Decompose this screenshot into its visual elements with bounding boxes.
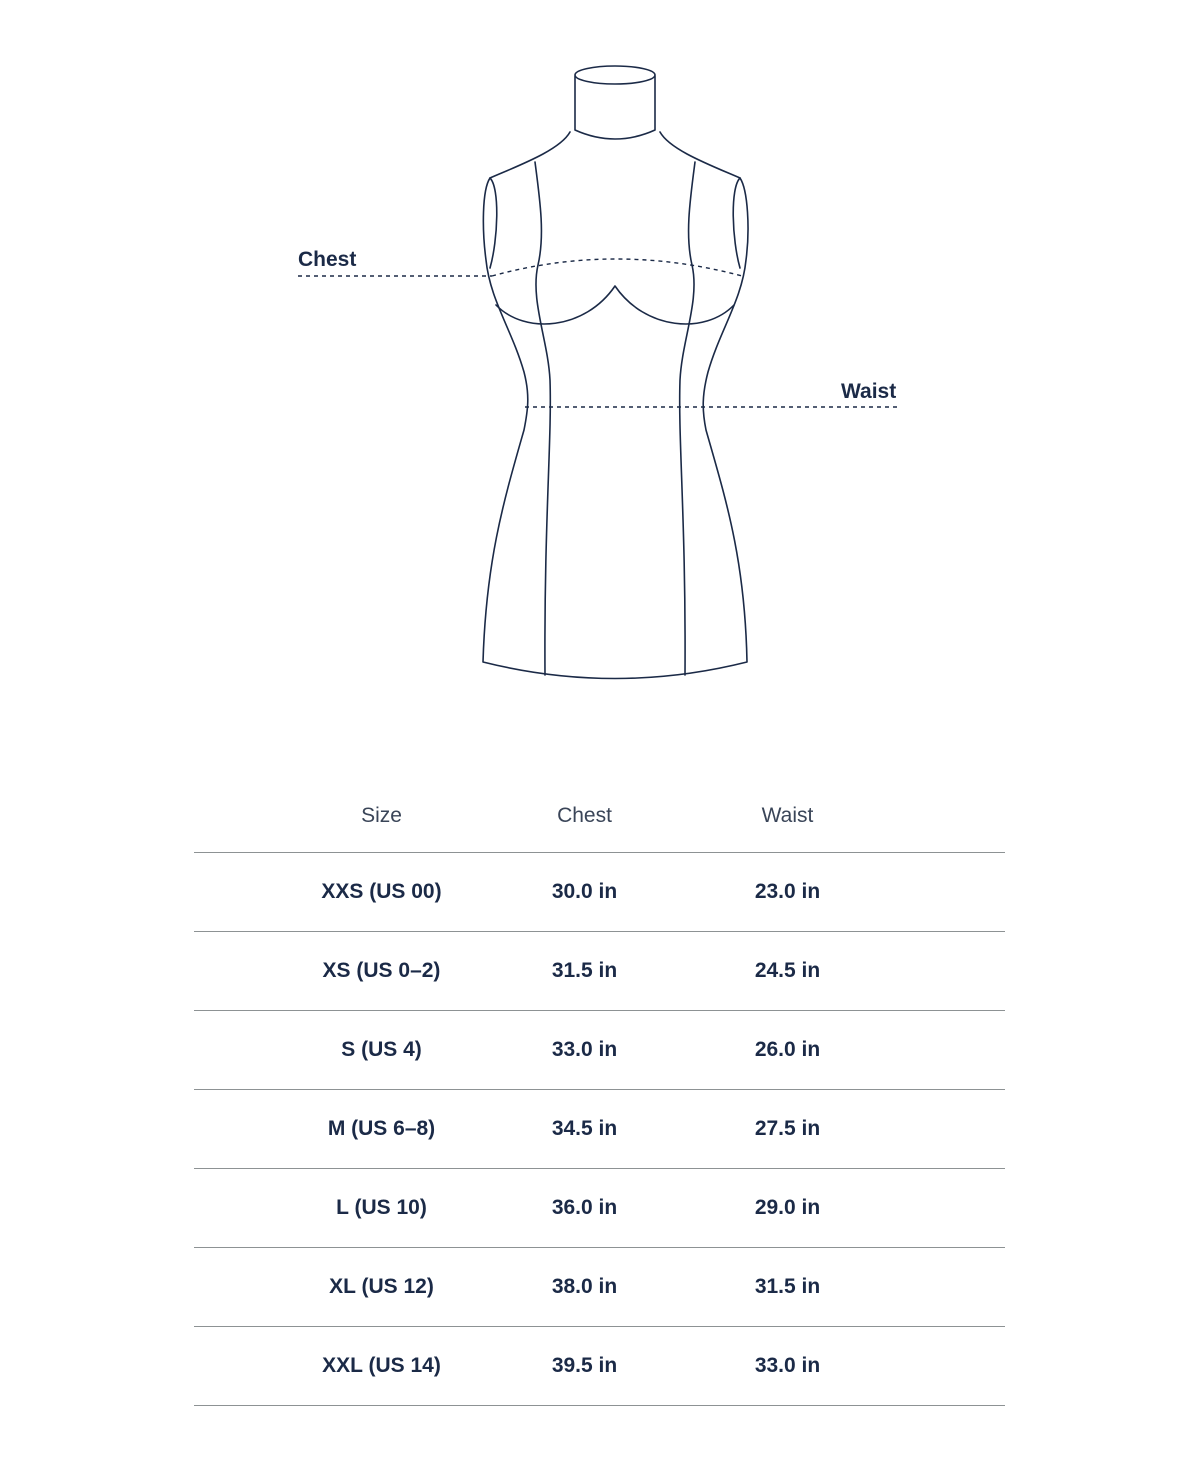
size-cell: XXL (US 14)	[322, 1354, 441, 1377]
neck-top	[575, 66, 655, 84]
seam-left	[535, 162, 550, 675]
waist-cell: 27.5 in	[754, 1117, 821, 1140]
header-chest: Chest	[557, 804, 612, 827]
table-row	[194, 931, 1005, 1010]
chest-cell: 31.5 in	[551, 959, 618, 982]
chest-measure-curve	[492, 259, 742, 276]
size-cell: XL (US 12)	[329, 1275, 434, 1298]
chest-cell: 36.0 in	[551, 1196, 618, 1219]
table-row	[194, 1168, 1005, 1247]
chest-cell: 39.5 in	[551, 1354, 618, 1377]
waist-label: Waist	[841, 380, 897, 403]
table-row	[194, 852, 1005, 931]
bust-line	[496, 286, 734, 324]
chest-cell: 38.0 in	[551, 1275, 618, 1298]
waist-cell: 31.5 in	[754, 1275, 821, 1298]
size-cell: L (US 10)	[336, 1196, 427, 1219]
waist-cell: 33.0 in	[754, 1354, 821, 1377]
chest-cell: 33.0 in	[551, 1038, 618, 1061]
size-chart-table	[194, 780, 1005, 1406]
waist-cell: 29.0 in	[754, 1196, 821, 1219]
table-header-row	[194, 780, 1005, 852]
seam-right	[680, 162, 695, 675]
table-row	[194, 1089, 1005, 1168]
table-row	[194, 1010, 1005, 1089]
chest-cell: 34.5 in	[551, 1117, 618, 1140]
armhole-right	[733, 178, 740, 268]
chest-cell: 30.0 in	[551, 880, 618, 903]
header-waist: Waist	[761, 804, 814, 827]
size-cell: S (US 4)	[341, 1038, 422, 1061]
waist-cell: 26.0 in	[754, 1038, 821, 1061]
waist-cell: 23.0 in	[754, 880, 821, 903]
dress-form-diagram	[0, 0, 1200, 720]
dress-form-illustration	[0, 0, 1200, 720]
waist-cell: 24.5 in	[754, 959, 821, 982]
size-cell: XXS (US 00)	[321, 880, 442, 903]
table-row	[194, 1247, 1005, 1326]
size-cell: XS (US 0–2)	[322, 959, 441, 982]
neck	[575, 76, 655, 139]
size-cell: M (US 6–8)	[327, 1117, 436, 1140]
body-outline	[483, 132, 748, 679]
table-row	[194, 1326, 1005, 1406]
header-size: Size	[361, 804, 402, 827]
chest-label: Chest	[298, 248, 357, 271]
armhole-left	[490, 178, 497, 268]
